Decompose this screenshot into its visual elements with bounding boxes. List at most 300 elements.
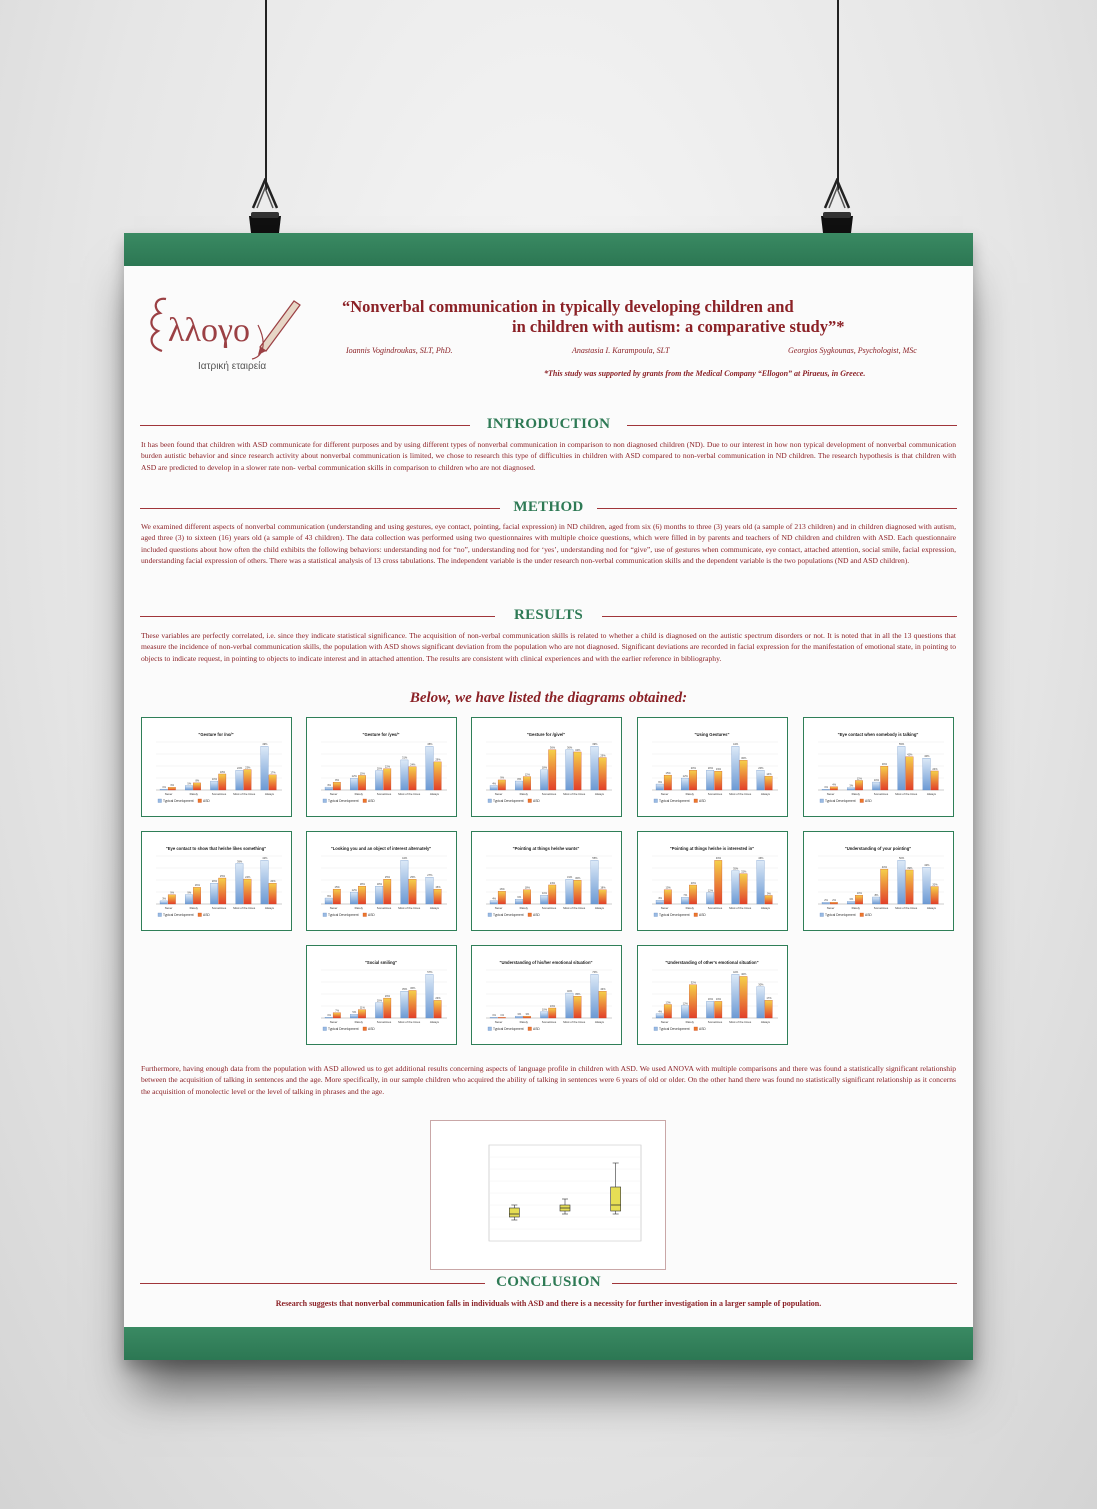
bar-typical (656, 900, 663, 904)
bar-typical (923, 867, 930, 904)
conclusion-text: Research suggests that nonverbal communication falls in individuals with ASD and there is a necessity for further investigation in a larger sample of population. (275, 1299, 822, 1308)
category-label: Sometimes (376, 906, 392, 910)
box (611, 1187, 621, 1211)
bar-asd (664, 775, 671, 790)
bar-asd (498, 780, 505, 790)
bar-asd (383, 879, 390, 904)
bar-value-label: 5% (352, 1010, 357, 1014)
legend-swatch-asd (363, 913, 367, 917)
bar-value-label: 36% (549, 746, 556, 750)
chart-title: "Looking you and an object of interest alternately" (330, 846, 432, 851)
bar-asd (765, 895, 772, 904)
bar-value-label: 18% (219, 770, 226, 774)
bar-value-label: 35% (733, 867, 739, 871)
bar-value-label: 36% (567, 746, 573, 750)
bar-asd (434, 762, 441, 790)
bar-typical (923, 758, 930, 790)
bar-chart (638, 832, 786, 929)
category-label: Rarely (851, 792, 860, 796)
bar-typical (540, 770, 547, 790)
bar-value-label: 17% (270, 771, 276, 775)
category-label: Always (429, 1020, 439, 1024)
category-label: Most of the times (398, 792, 421, 796)
bar-asd (548, 1008, 555, 1018)
bar-asd (358, 1010, 365, 1018)
category-label: Sometimes (541, 792, 557, 796)
legend-typical: Typical Development (825, 913, 856, 917)
bar-value-label: 20% (270, 880, 276, 884)
bar-asd (740, 760, 747, 790)
chart-title: "Understanding of his/her emotional situation" (499, 960, 593, 965)
bar-value-label: 16% (194, 884, 200, 888)
category-label: Most of the times (563, 1020, 586, 1024)
bar-value-label: 8% (517, 777, 522, 781)
bar-value-label: 8% (195, 779, 200, 783)
bar-value-label: 50% (899, 857, 905, 861)
legend-typical: Typical Development (659, 1027, 690, 1031)
category-label: Sometimes (541, 1020, 557, 1024)
bar-value-label: 19% (715, 767, 722, 771)
bar-asd (906, 870, 913, 904)
bar-typical (706, 770, 713, 790)
bar-value-label: 32% (690, 981, 696, 985)
bar-typical (732, 974, 739, 1018)
bar-chart-card (141, 831, 292, 931)
logo-brand: λλογο (168, 312, 250, 349)
bar-asd (599, 890, 606, 904)
bar-value-label: 42% (907, 753, 913, 757)
legend-swatch-typical (488, 913, 492, 917)
bar-value-label: 16% (549, 1004, 556, 1008)
bar-asd (409, 767, 416, 790)
chart-title: "Gesture for /give/" (526, 732, 566, 737)
poster-title (342, 297, 962, 337)
bar-value-label: 15% (435, 885, 441, 889)
results-text: These variables are perfectly correlated, i.e. since they indicate statistical significance. The acquisition of non-verbal communication skills is related to whether a child is diagnosed on the autistic spectrum disorders or not. It is noted that in all the 13 questions that measure the incidence of non-verbal communication skills, the population with ASD shows significant deviation from the population who are not diagnosed. Significant deviations are recorded in facial expression for the manifestation of emotional state, in pointing to objects to indicate request, in pointing to objects to indicate interest and in attached attention. The results are consistent with clinical experiences and with the earlier reference in bibliography. (141, 631, 956, 663)
category-label: Rarely (354, 906, 363, 910)
bar-typical (350, 778, 357, 790)
legend-swatch-typical (820, 913, 824, 917)
bar-value-label: 20% (376, 767, 383, 771)
bar-value-label: 10% (211, 777, 218, 781)
category-label: Rarely (519, 1020, 528, 1024)
bar-typical (515, 899, 522, 904)
bar-asd (689, 770, 696, 790)
bar-asd (574, 752, 581, 790)
bar-value-label: 20% (376, 999, 383, 1003)
bar-asd (548, 885, 555, 904)
category-label: Never (826, 906, 835, 910)
bar-typical (401, 991, 408, 1018)
bottom-band (124, 1327, 973, 1360)
bar-value-label: 4% (492, 782, 496, 786)
bar-value-label: 12% (707, 889, 714, 893)
bar-chart-card (637, 945, 788, 1045)
category-label: Always (760, 792, 770, 796)
bar-typical (490, 786, 497, 790)
chart-title: "Using Gestures" (694, 732, 730, 737)
bar-asd (434, 889, 441, 904)
bar-value-label: 15% (665, 771, 671, 775)
bar-chart (142, 718, 290, 815)
bar-typical (656, 784, 663, 790)
bar-typical (490, 901, 497, 904)
category-label: Never (164, 906, 173, 910)
bar-typical (656, 1014, 663, 1018)
conclusion-title: CONCLUSION (496, 1274, 601, 1290)
bar-typical (540, 1012, 547, 1018)
bar-value-label: 39% (907, 866, 913, 870)
legend-asd: ASD (368, 799, 375, 803)
bar-typical (426, 974, 433, 1018)
bar-asd (931, 771, 938, 790)
bar-value-label: 43% (600, 987, 606, 991)
diagrams-heading: Below, we have listed the diagrams obtained: (409, 690, 688, 706)
bar-typical (591, 746, 598, 790)
bar-value-label: 8% (874, 893, 879, 897)
legend-asd: ASD (203, 799, 210, 803)
chart-title: "Eye contact when somebody is talking" (837, 732, 919, 737)
bar-chart-card (141, 717, 292, 817)
bar-asd (523, 890, 530, 904)
bar-chart-card (471, 831, 622, 931)
ellogon-logo (138, 285, 318, 385)
bar-value-label: 4% (658, 1010, 662, 1014)
hanging-wire-left (265, 0, 267, 190)
bar-asd (830, 787, 837, 790)
legend-swatch-typical (158, 799, 162, 803)
bar-typical (350, 892, 357, 904)
bar-value-label: 10% (873, 778, 880, 782)
bar-value-label: 46% (758, 857, 764, 861)
box (509, 1208, 519, 1217)
introduction-title: INTRODUCTION (486, 416, 611, 432)
bar-value-label: 30% (741, 757, 747, 761)
bar-value-label: 17% (766, 997, 772, 1001)
bar-typical (375, 771, 382, 790)
method-heading (140, 499, 957, 519)
legend-swatch-asd (198, 799, 202, 803)
chart-title: "Pointing at things he/she wants" (512, 846, 580, 851)
chart-title: "Understanding of other's emotional situation" (665, 960, 759, 965)
author-3: Georgios Sygkounas, Psychologist, MSc (788, 346, 917, 355)
bar-typical (210, 781, 217, 790)
bar-value-label: 46% (715, 857, 722, 861)
bar-value-label: 30% (575, 876, 581, 880)
bar-asd (931, 887, 938, 904)
bar-value-label: 3% (170, 784, 175, 788)
boxplot-figure (430, 1120, 666, 1270)
bar-value-label: 15% (334, 885, 340, 889)
introduction-text: It has been found that children with ASD communicate for different purposes and by using different types of nonverbal communication in comparison to non diagnosed children (ND). Due to our interest in how non typical development of nonverbal communication burden autistic behavior and since research activity about nonverbal communication is limited, we chose to research this type of difficulties in children with ASD compared to non-verbal communication in ND children. The research hypothesis is that children with ASD are predicted to develop in a slower rate non- verbal communication skills in comparison to children who are not diagnosed. (141, 440, 956, 472)
bar-value-label: 40% (881, 865, 888, 869)
bar-value-label: 31% (402, 756, 408, 760)
bar-value-label: 24% (549, 881, 556, 885)
bar-asd (880, 869, 887, 904)
bar-asd (358, 886, 365, 904)
legend-typical: Typical Development (493, 799, 524, 803)
category-label: Most of the times (729, 792, 752, 796)
bar-asd (269, 775, 276, 790)
bar-typical (375, 1003, 382, 1018)
bar-asd (218, 774, 225, 790)
hanging-wire-right (837, 0, 839, 190)
bar-value-label: 16% (707, 998, 714, 1002)
bar-asd (830, 902, 837, 904)
chart-title: "Social smiling" (364, 960, 398, 965)
bar-typical (681, 1006, 688, 1018)
bar-typical (185, 786, 192, 790)
category-label: Always (926, 906, 936, 910)
results-heading (140, 607, 957, 627)
bar-value-label: 10% (856, 892, 862, 896)
category-label: Always (760, 1020, 770, 1024)
legend-swatch-typical (488, 799, 492, 803)
legend-swatch-typical (654, 799, 658, 803)
bar-typical (375, 886, 382, 904)
bar-typical (426, 877, 433, 904)
category-label: Never (660, 792, 669, 796)
bar-value-label: 1% (492, 1014, 496, 1018)
bar-value-label: 40% (567, 989, 573, 993)
category-label: Rarely (354, 792, 363, 796)
bar-typical (160, 789, 167, 790)
bar-asd (244, 879, 251, 904)
method-text: We examined different aspects of nonverbal communication (understanding and using gestures, eye contact, pointing, facial expression) in ND children, aged from six (6) months to three (3) years old (a sample of 213 children) and in children diagnosed with autism, aged three (3) to sixteen (16) years old (a sample of 43 children). The data collection was performed using two questionnaires with multiple choice questions, which were filled in by parents and teachers of ND children and children with ASD. Each questionnaire included questions about how often the child exhibits the following behaviors: understanding nod for “no”, understanding nod for ‘yes’, understanding nod for “give”, use of gestures when communicate, eye contact, attached attention, social smile, facial expression, understanding facial expression of others. There was a statistical analysis of 13 cross tabulations. The independent variable is the under research non-verbal communication skills and the dependent variable is the two populations (ND and ASD children). (141, 522, 956, 565)
legend-swatch-asd (860, 799, 864, 803)
category-label: Most of the times (563, 792, 586, 796)
bar-asd (218, 878, 225, 904)
bar-asd (599, 991, 606, 1018)
bar-asd (498, 1017, 505, 1018)
bar-typical (185, 895, 192, 904)
bar-value-label: 9% (500, 776, 505, 780)
bar-chart (307, 718, 455, 815)
bar-value-label: 57% (427, 971, 433, 975)
category-label: Rarely (519, 792, 528, 796)
bar-typical (681, 897, 688, 904)
bar-value-label: 24% (410, 763, 416, 767)
bar-asd (765, 776, 772, 790)
logo-tagline: Ιατρική εταιρεία (198, 361, 267, 372)
bar-chart-card (803, 717, 954, 817)
bar-typical (872, 897, 879, 904)
category-label: Sometimes (376, 1020, 392, 1024)
bar-value-label: 11% (359, 1006, 365, 1010)
legend-swatch-typical (323, 799, 327, 803)
bar-asd (383, 769, 390, 790)
category-label: Always (429, 792, 439, 796)
bar-typical (210, 883, 217, 904)
bar-asd (664, 890, 671, 904)
bar-typical (540, 895, 547, 904)
bar-value-label: 4% (492, 897, 496, 901)
bar-value-label: 7% (683, 894, 688, 898)
bar-value-label: 20% (707, 766, 714, 770)
bar-value-label: 10% (541, 1008, 548, 1012)
top-band (124, 233, 973, 266)
bar-chart-card (637, 717, 788, 817)
bar-value-label: 22% (384, 765, 391, 769)
category-label: Never (164, 792, 173, 796)
category-label: Always (264, 792, 274, 796)
bar-asd (714, 860, 721, 904)
bar-typical (898, 746, 905, 790)
bar-value-label: 12% (682, 774, 688, 778)
category-label: Never (329, 906, 338, 910)
bar-typical (732, 746, 739, 790)
bar-value-label: 31% (567, 876, 573, 880)
legend-asd: ASD (203, 913, 210, 917)
bar-value-label: 1% (162, 785, 166, 789)
bar-asd (906, 757, 913, 790)
legend-typical: Typical Development (328, 799, 359, 803)
category-label: Always (594, 906, 604, 910)
bar-chart (307, 832, 455, 929)
bar-value-label: 1% (500, 1014, 505, 1018)
category-label: Rarely (189, 906, 198, 910)
bar-asd (193, 887, 200, 904)
legend-swatch-asd (528, 1027, 532, 1031)
bar-value-label: 12% (351, 775, 357, 779)
bar-value-label: 3% (849, 898, 854, 902)
bar-chart (307, 946, 455, 1043)
bar-value-label: 25% (219, 874, 226, 878)
bar-asd (765, 1000, 772, 1018)
bar-value-label: 20% (932, 883, 938, 887)
bar-value-label: 3% (849, 784, 854, 788)
bar-typical (325, 1017, 332, 1018)
bar-typical (566, 879, 573, 904)
bar-value-label: 6% (517, 896, 522, 900)
bar-asd (409, 879, 416, 904)
bar-value-label: 42% (733, 971, 739, 975)
bar-value-label: 4% (658, 897, 662, 901)
category-label: Sometimes (707, 906, 723, 910)
bar-value-label: 6% (658, 780, 662, 784)
bar-value-label: 42% (924, 864, 930, 868)
bar-chart (472, 718, 620, 815)
bar-value-label: 22% (237, 767, 243, 771)
bar-value-label: 20% (211, 880, 218, 884)
bar-asd (383, 998, 390, 1018)
bar-typical (350, 1014, 357, 1018)
bar-chart (142, 832, 290, 929)
category-label: Always (926, 792, 936, 796)
conclusion-heading (140, 1274, 957, 1294)
legend-swatch-typical (488, 1027, 492, 1031)
bar-asd (714, 771, 721, 790)
bar-asd (193, 783, 200, 790)
bar-value-label: 20% (758, 766, 764, 770)
bar-value-label: 16% (499, 888, 505, 892)
category-label: Most of the times (895, 792, 918, 796)
bar-value-label: 18% (541, 766, 548, 770)
bar-value-label: 25% (410, 876, 416, 880)
bar-asd (244, 770, 251, 790)
category-label: Rarely (189, 792, 198, 796)
bar-typical (566, 993, 573, 1018)
category-label: Most of the times (729, 906, 752, 910)
bar-value-label: 1% (327, 1014, 331, 1018)
bar-asd (740, 976, 747, 1018)
category-label: Never (826, 792, 835, 796)
bar-chart-card (471, 717, 622, 817)
legend-swatch-typical (654, 1027, 658, 1031)
bar-value-label: 45% (427, 743, 433, 747)
category-label: Most of the times (398, 906, 421, 910)
category-label: Rarely (519, 906, 528, 910)
bar-value-label: 15% (359, 772, 365, 776)
bar-typical (490, 1017, 497, 1018)
category-label: Most of the times (729, 1020, 752, 1024)
bar-value-label: 20% (690, 881, 696, 885)
bar-value-label: 12% (524, 773, 530, 777)
bar-typical (261, 860, 268, 904)
bar-typical (236, 770, 243, 790)
legend-typical: Typical Development (825, 799, 856, 803)
title-line-2: in children with autism: a comparative study”* (512, 317, 845, 336)
category-label: Always (429, 906, 439, 910)
bar-value-label: 7% (335, 1009, 340, 1013)
author-2: Anastasia I. Karampoula, SLT (572, 346, 670, 355)
legend-swatch-asd (694, 1027, 698, 1031)
bar-value-label: 25% (384, 876, 391, 880)
bar-value-label: 55% (899, 743, 905, 747)
legend-asd: ASD (368, 913, 375, 917)
bar-asd (168, 787, 175, 790)
category-label: Always (594, 1020, 604, 1024)
legend-typical: Typical Development (328, 913, 359, 917)
method-title: METHOD (513, 499, 584, 515)
category-label: Sometimes (873, 906, 889, 910)
category-label: Rarely (685, 1020, 694, 1024)
chart-title: "Understanding of your pointing" (844, 846, 912, 851)
bar-typical (401, 860, 408, 904)
bar-asd (434, 1000, 441, 1018)
bar-chart-card (306, 717, 457, 817)
legend-swatch-asd (860, 913, 864, 917)
bar-value-label: 39% (237, 860, 243, 864)
bar-value-label: 18% (600, 886, 606, 890)
legend-asd: ASD (368, 1027, 375, 1031)
legend-typical: Typical Development (328, 1027, 359, 1031)
bar-value-label: 3% (162, 897, 166, 901)
bar-asd (855, 895, 862, 904)
bar-asd (333, 782, 340, 790)
bar-asd (548, 750, 555, 790)
category-label: Most of the times (398, 1020, 421, 1024)
bar-value-label: 13% (665, 1001, 671, 1005)
category-label: Rarely (685, 792, 694, 796)
bar-typical (681, 778, 688, 790)
category-label: Rarely (354, 1020, 363, 1024)
legend-swatch-asd (363, 1027, 367, 1031)
bar-asd (740, 874, 747, 904)
bar-value-label: 39% (592, 743, 598, 747)
legend-asd: ASD (699, 799, 706, 803)
category-label: Sometimes (376, 792, 392, 796)
category-label: Always (264, 906, 274, 910)
bar-typical (566, 750, 573, 790)
bar-value-label: 35% (402, 988, 408, 992)
bar-value-label: 18% (359, 882, 365, 886)
bar-value-label: 55% (592, 857, 598, 861)
bar-value-label: 18% (376, 882, 383, 886)
bar-value-label: 8% (335, 779, 340, 783)
bar-value-label: 11% (541, 892, 547, 896)
bar-value-label: 44% (402, 857, 408, 861)
